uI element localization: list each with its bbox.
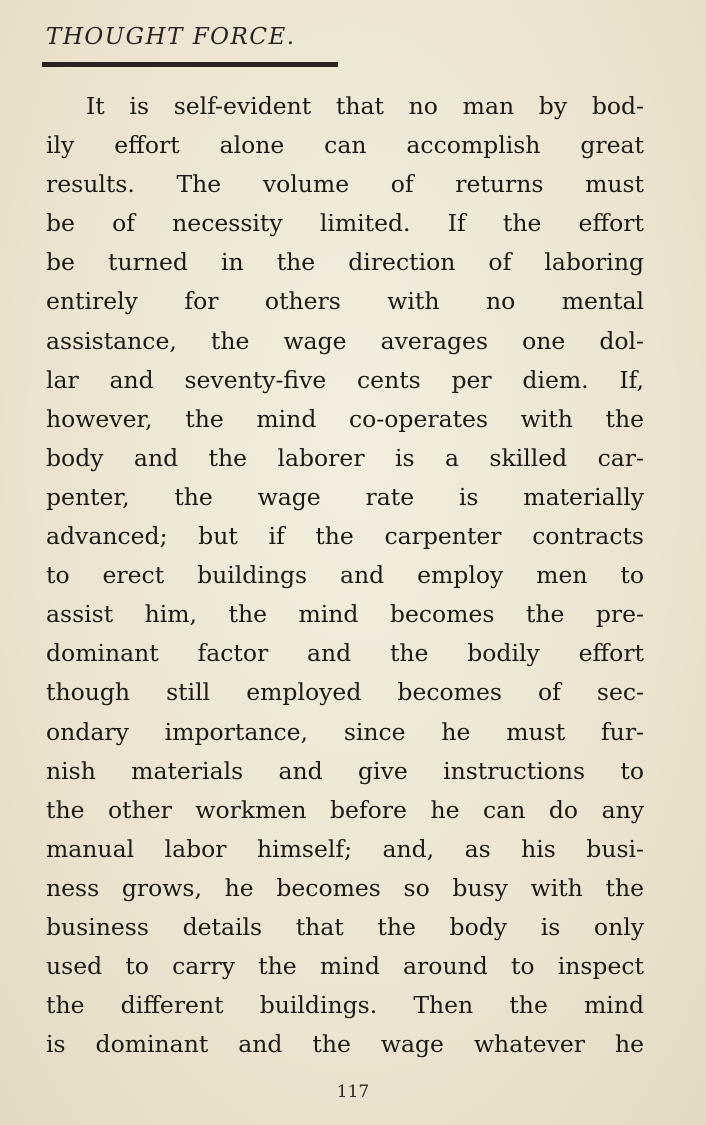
- text-line: dominant factor and the bodily effort: [46, 639, 644, 668]
- text-line: assistance, the wage averages one dol-: [46, 326, 644, 355]
- text-line: entirely for others with no mental: [46, 287, 644, 316]
- text-line: lar and seventy-five cents per diem. If,: [46, 365, 644, 394]
- text-line: the different buildings. Then the mind: [46, 991, 644, 1020]
- text-line: however, the mind co-operates with the: [46, 404, 644, 433]
- text-line: assist him, the mind becomes the pre-: [46, 600, 644, 629]
- text-line: used to carry the mind around to inspect: [46, 952, 644, 981]
- text-line: to erect buildings and employ men to: [46, 561, 644, 590]
- running-head: THOUGHT FORCE.: [46, 24, 296, 50]
- text-line: results. The volume of returns must: [46, 170, 644, 199]
- text-line: ondary importance, since he must fur-: [46, 717, 644, 746]
- page-number: 117: [336, 1082, 370, 1102]
- text-line: the other workmen before he can do any: [46, 795, 644, 824]
- text-line: penter, the wage rate is materially: [46, 482, 644, 511]
- running-head-rule: [42, 62, 338, 67]
- text-line: business details that the body is only: [46, 912, 644, 941]
- text-line: be of necessity limited. If the effort: [46, 209, 644, 238]
- body-paragraph: [46, 87, 644, 1064]
- text-line: ness grows, he becomes so busy with the: [46, 873, 644, 902]
- text-line: though still employed becomes of sec-: [46, 678, 644, 707]
- text-line: body and the laborer is a skilled car-: [46, 443, 644, 472]
- text-line: nish materials and give instructions to: [46, 756, 644, 785]
- text-line: It is self-evident that no man by bod-: [86, 92, 644, 120]
- text-line: ily effort alone can accomplish great: [46, 131, 644, 160]
- text-line: advanced; but if the carpenter contracts: [46, 522, 644, 551]
- text-line: manual labor himself; and, as his busi-: [46, 834, 644, 863]
- text-line: is dominant and the wage whatever he: [46, 1030, 644, 1059]
- text-line: be turned in the direction of laboring: [46, 248, 644, 277]
